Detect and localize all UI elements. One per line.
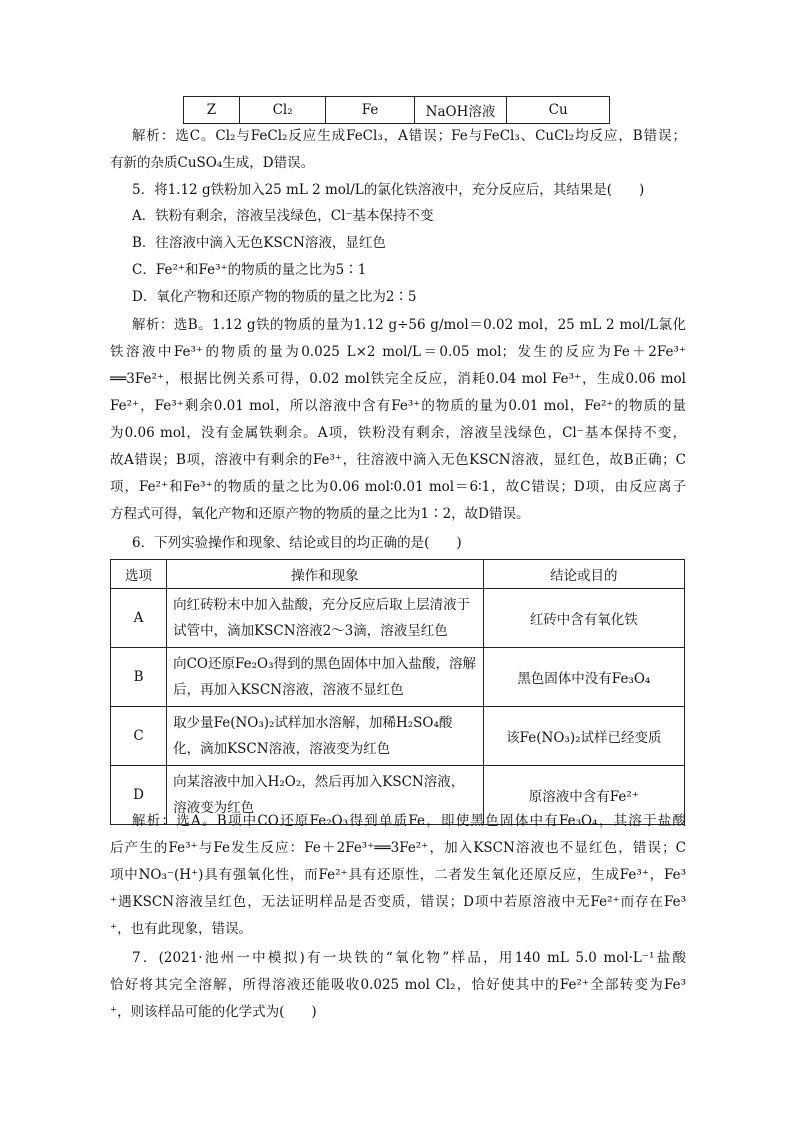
table-row [111,648,685,707]
q7-stem-line: ⁺，则该样品可能的化学式为( ) [110,1004,317,1020]
conclusion-cell: 红砖中含有氧化铁 [483,589,684,648]
top-table [183,96,610,124]
q5-analysis-line: 铁溶液中Fe³⁺的物质的量为0.025 L×2 mol/L＝0.05 mol；发生的反应为Fe＋2Fe³⁺ [110,344,686,360]
table-row [111,589,685,648]
table-cell: Fe [326,97,414,124]
q6-analysis-line: ⁺遇KSCN溶液呈红色，无法证明样品是否变质，错误；D项中若原溶液中无Fe²⁺而存在Fe³ [110,894,686,910]
q5-analysis-line: 为0.06 mol，没有金属铁剩余。A项，铁粉没有剩余，溶液呈浅绿色，Cl⁻基本保持不变， [110,425,686,441]
table-header-row [111,560,685,589]
q5-stem: 5．将1.12 g铁粉加入25 mL 2 mol/L的氯化铁溶液中，充分反应后，其结果是( ) [132,182,645,198]
option-cell: D [111,766,167,825]
table-cell: Z [184,97,240,124]
operation-cell: 向红砖粉末中加入盐酸，充分反应后取上层清液于试管中，滴加KSCN溶液2～3滴，溶液呈红色 [167,589,484,648]
q6-table [110,559,685,825]
table-cell: Cl₂ [239,97,325,124]
conclusion-cell: 黑色固体中没有Fe₃O₄ [483,648,684,707]
conclusion-cell: 原溶液中含有Fe²⁺ [483,766,684,825]
q6-analysis-line: ⁺，也有此现象，错误。 [110,921,253,937]
option-cell: B [111,648,167,707]
q6-stem: 6．下列实验操作和现象、结论或目的均正确的是( ) [132,535,462,551]
operation-cell: 向某溶液中加入H₂O₂，然后再加入KSCN溶液，溶液变为红色 [167,766,484,825]
q5-analysis-line: ══3Fe²⁺，根据比例关系可得，0.02 mol铁完全反应，消耗0.04 mol Fe³⁺，生成0.06 mol [110,371,686,387]
q5-option-b: B．往溶液中滴入无色KSCN溶液，显红色 [132,235,386,251]
table-row [184,97,610,124]
option-cell: A [111,589,167,648]
q5-analysis-line: 故A错误；B项，溶液中有剩余的Fe³⁺，往溶液中滴入无色KSCN溶液，显红色，故B正确；C [110,452,686,468]
q7-stem-line: 恰好将其完全溶解，所得溶液还能吸收0.025 mol Cl₂，恰好使其中的Fe²⁺全部转变为Fe³ [110,977,686,993]
column-header: 选项 [111,560,167,589]
q5-analysis-line: Fe²⁺，Fe³⁺剩余0.01 mol，所以溶液中含有Fe³⁺的物质的量为0.01 mol，Fe²⁺的物质的量 [110,398,686,414]
q5-option-c: C．Fe²⁺和Fe³⁺的物质的量之比为5∶1 [132,262,367,278]
q4-analysis-line: 有新的杂质CuSO₄生成，D错误。 [110,155,315,171]
q5-analysis-line: 项，Fe²⁺和Fe³⁺的物质的量之比为0.06 mol∶0.01 mol＝6∶1，故C错误；D项，由反应离子 [110,479,686,495]
conclusion-cell: 该Fe(NO₃)₂试样已经变质 [483,707,684,766]
q4-analysis-line: 解析：选C。Cl₂与FeCl₂反应生成FeCl₃，A错误；Fe与FeCl₃、CuCl₂均反应，B错误； [132,128,686,144]
q5-analysis-line: 方程式可得，氧化产物和还原产物的物质的量之比为1∶2，故D错误。 [110,506,530,522]
operation-cell: 取少量Fe(NO₃)₂试样加水溶解，加稀H₂SO₄酸化，滴加KSCN溶液，溶液变为红色 [167,707,484,766]
q5-option-d: D．氧化产物和还原产物的物质的量之比为2∶5 [132,289,417,305]
q6-analysis-line: 项中NO₃⁻(H⁺)具有强氧化性，而Fe²⁺具有还原性，二者发生氧化还原反应，生成Fe³⁺，Fe³ [110,867,686,883]
option-cell: C [111,707,167,766]
table-row [111,707,685,766]
q6-analysis-line: 解析：选A。B项中CO还原Fe₂O₃得到单质Fe，即使黑色固体中有Fe₃O₄，其溶于盐酸 [132,813,686,829]
table-cell: NaOH溶液 [414,97,507,124]
column-header: 结论或目的 [483,560,684,589]
q6-analysis-line: 后产生的Fe³⁺与Fe发生反应：Fe＋2Fe³⁺══3Fe²⁺，加入KSCN溶液也不显红色，错误；C [110,840,686,856]
column-header: 操作和现象 [167,560,484,589]
q7-stem-line: 7．(2021·池州一中模拟)有一块铁的“氧化物”样品，用140 mL 5.0 mol·L⁻¹盐酸 [132,950,686,966]
operation-cell: 向CO还原Fe₂O₃得到的黑色固体中加入盐酸，溶解后，再加入KSCN溶液，溶液不显红色 [167,648,484,707]
table-cell: Cu [507,97,610,124]
q5-option-a: A．铁粉有剩余，溶液呈浅绿色，Cl⁻基本保持不变 [132,208,434,224]
q5-analysis-line: 解析：选B。1.12 g铁的物质的量为1.12 g÷56 g/mol＝0.02 mol，25 mL 2 mol/L氯化 [132,317,686,333]
